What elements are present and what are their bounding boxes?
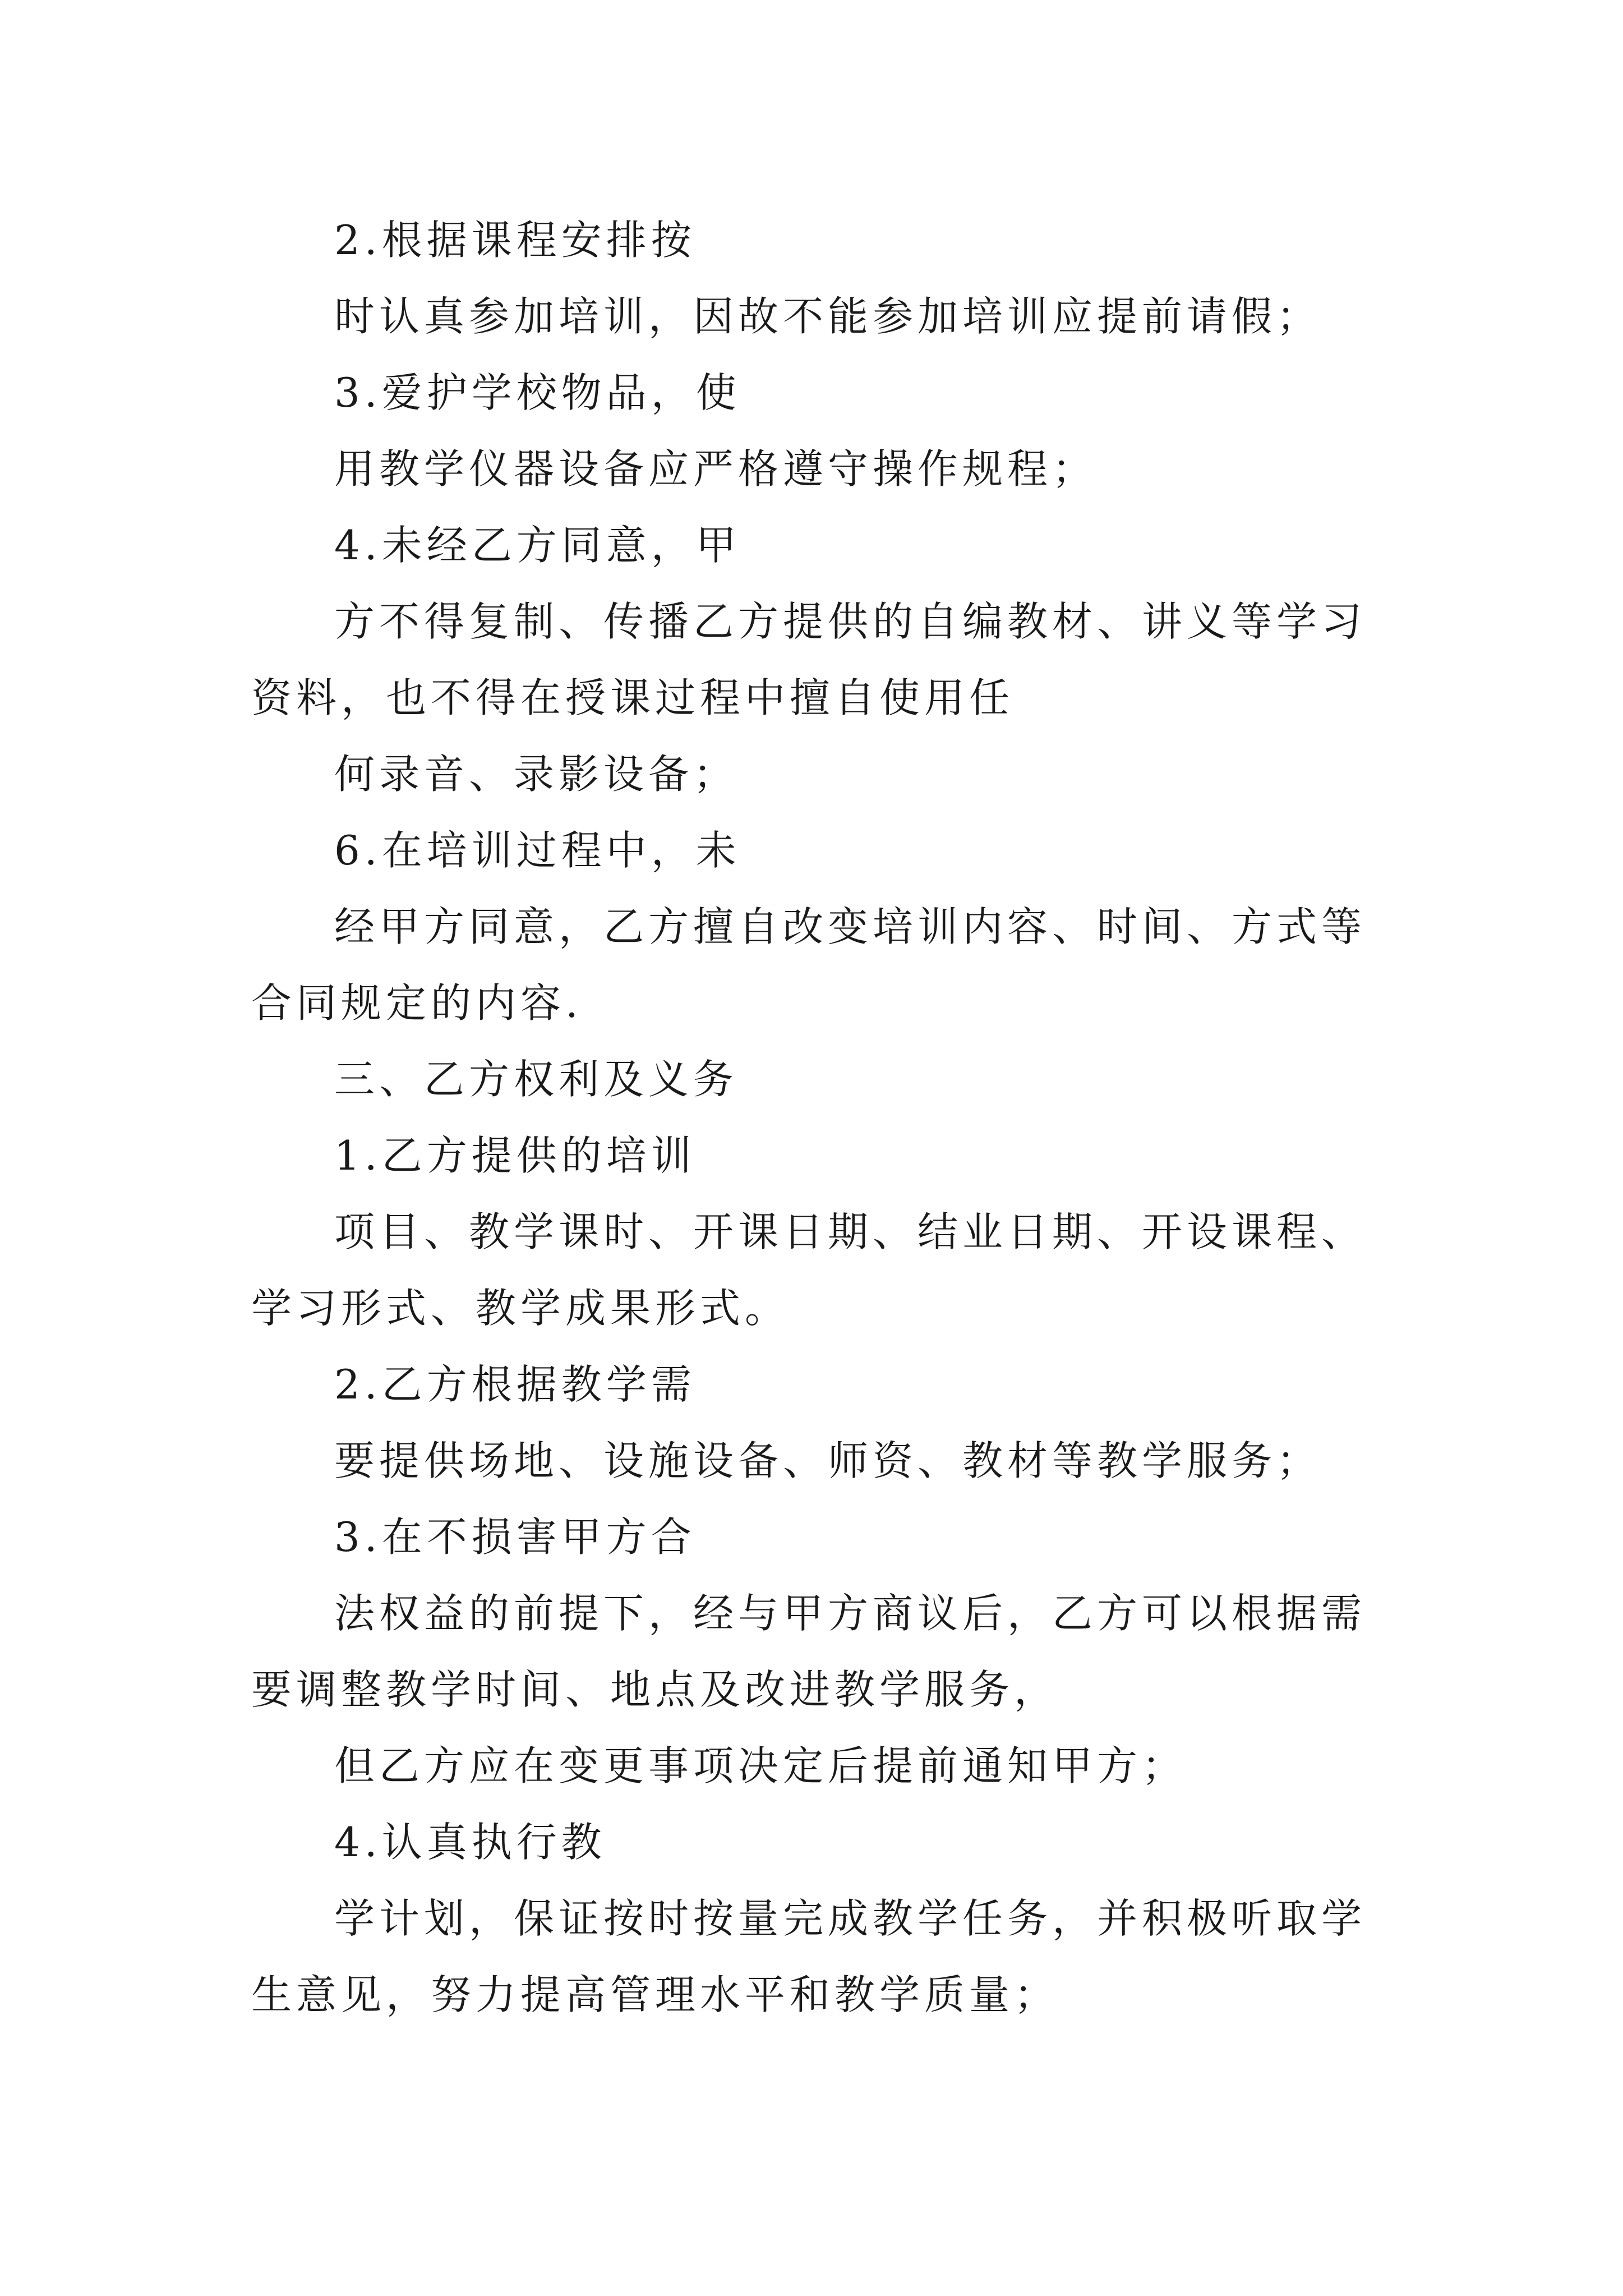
paragraph: 1.乙方提供的培训 <box>334 1132 696 1179</box>
paragraph: 经甲方同意，乙方擅自改变培训内容、时间、方式等合同规定的内容. <box>251 903 1367 1027</box>
paragraph: 3.在不损害甲方合 <box>334 1513 696 1561</box>
paragraph: 学计划，保证按时按量完成教学任务，并积极听取学生意见，努力提高管理水平和教学质量； <box>251 1895 1367 2018</box>
paragraph: 项目、教学课时、开课日期、结业日期、开设课程、学习形式、教学成果形式。 <box>251 1208 1367 1332</box>
section-heading: 三、乙方权利及义务 <box>334 1056 739 1103</box>
paragraph: 用教学仪器设备应严格遵守操作规程； <box>334 445 1098 493</box>
paragraph: 2.乙方根据教学需 <box>334 1361 696 1408</box>
paragraph: 2.根据课程安排按 <box>334 217 696 264</box>
paragraph: 方不得复制、传播乙方提供的自编教材、讲义等学习资料，也不得在授课过程中擅自使用任 <box>251 598 1367 721</box>
paragraph: 4.认真执行教 <box>334 1819 606 1866</box>
paragraph: 4.未经乙方同意，甲 <box>334 522 741 569</box>
paragraph: 何录音、录影设备； <box>334 751 739 798</box>
paragraph: 3.爱护学校物品，使 <box>334 369 741 416</box>
paragraph: 时认真参加培训，因故不能参加培训应提前请假； <box>334 293 1322 340</box>
paragraph: 6.在培训过程中，未 <box>334 827 741 874</box>
paragraph: 但乙方应在变更事项决定后提前通知甲方； <box>334 1742 1187 1789</box>
document-body <box>251 202 1395 2033</box>
paragraph: 要提供场地、设施设备、师资、教材等教学服务； <box>334 1437 1322 1484</box>
paragraph: 法权益的前提下，经与甲方商议后，乙方可以根据需要调整教学时间、地点及改进教学服务， <box>251 1590 1367 1713</box>
